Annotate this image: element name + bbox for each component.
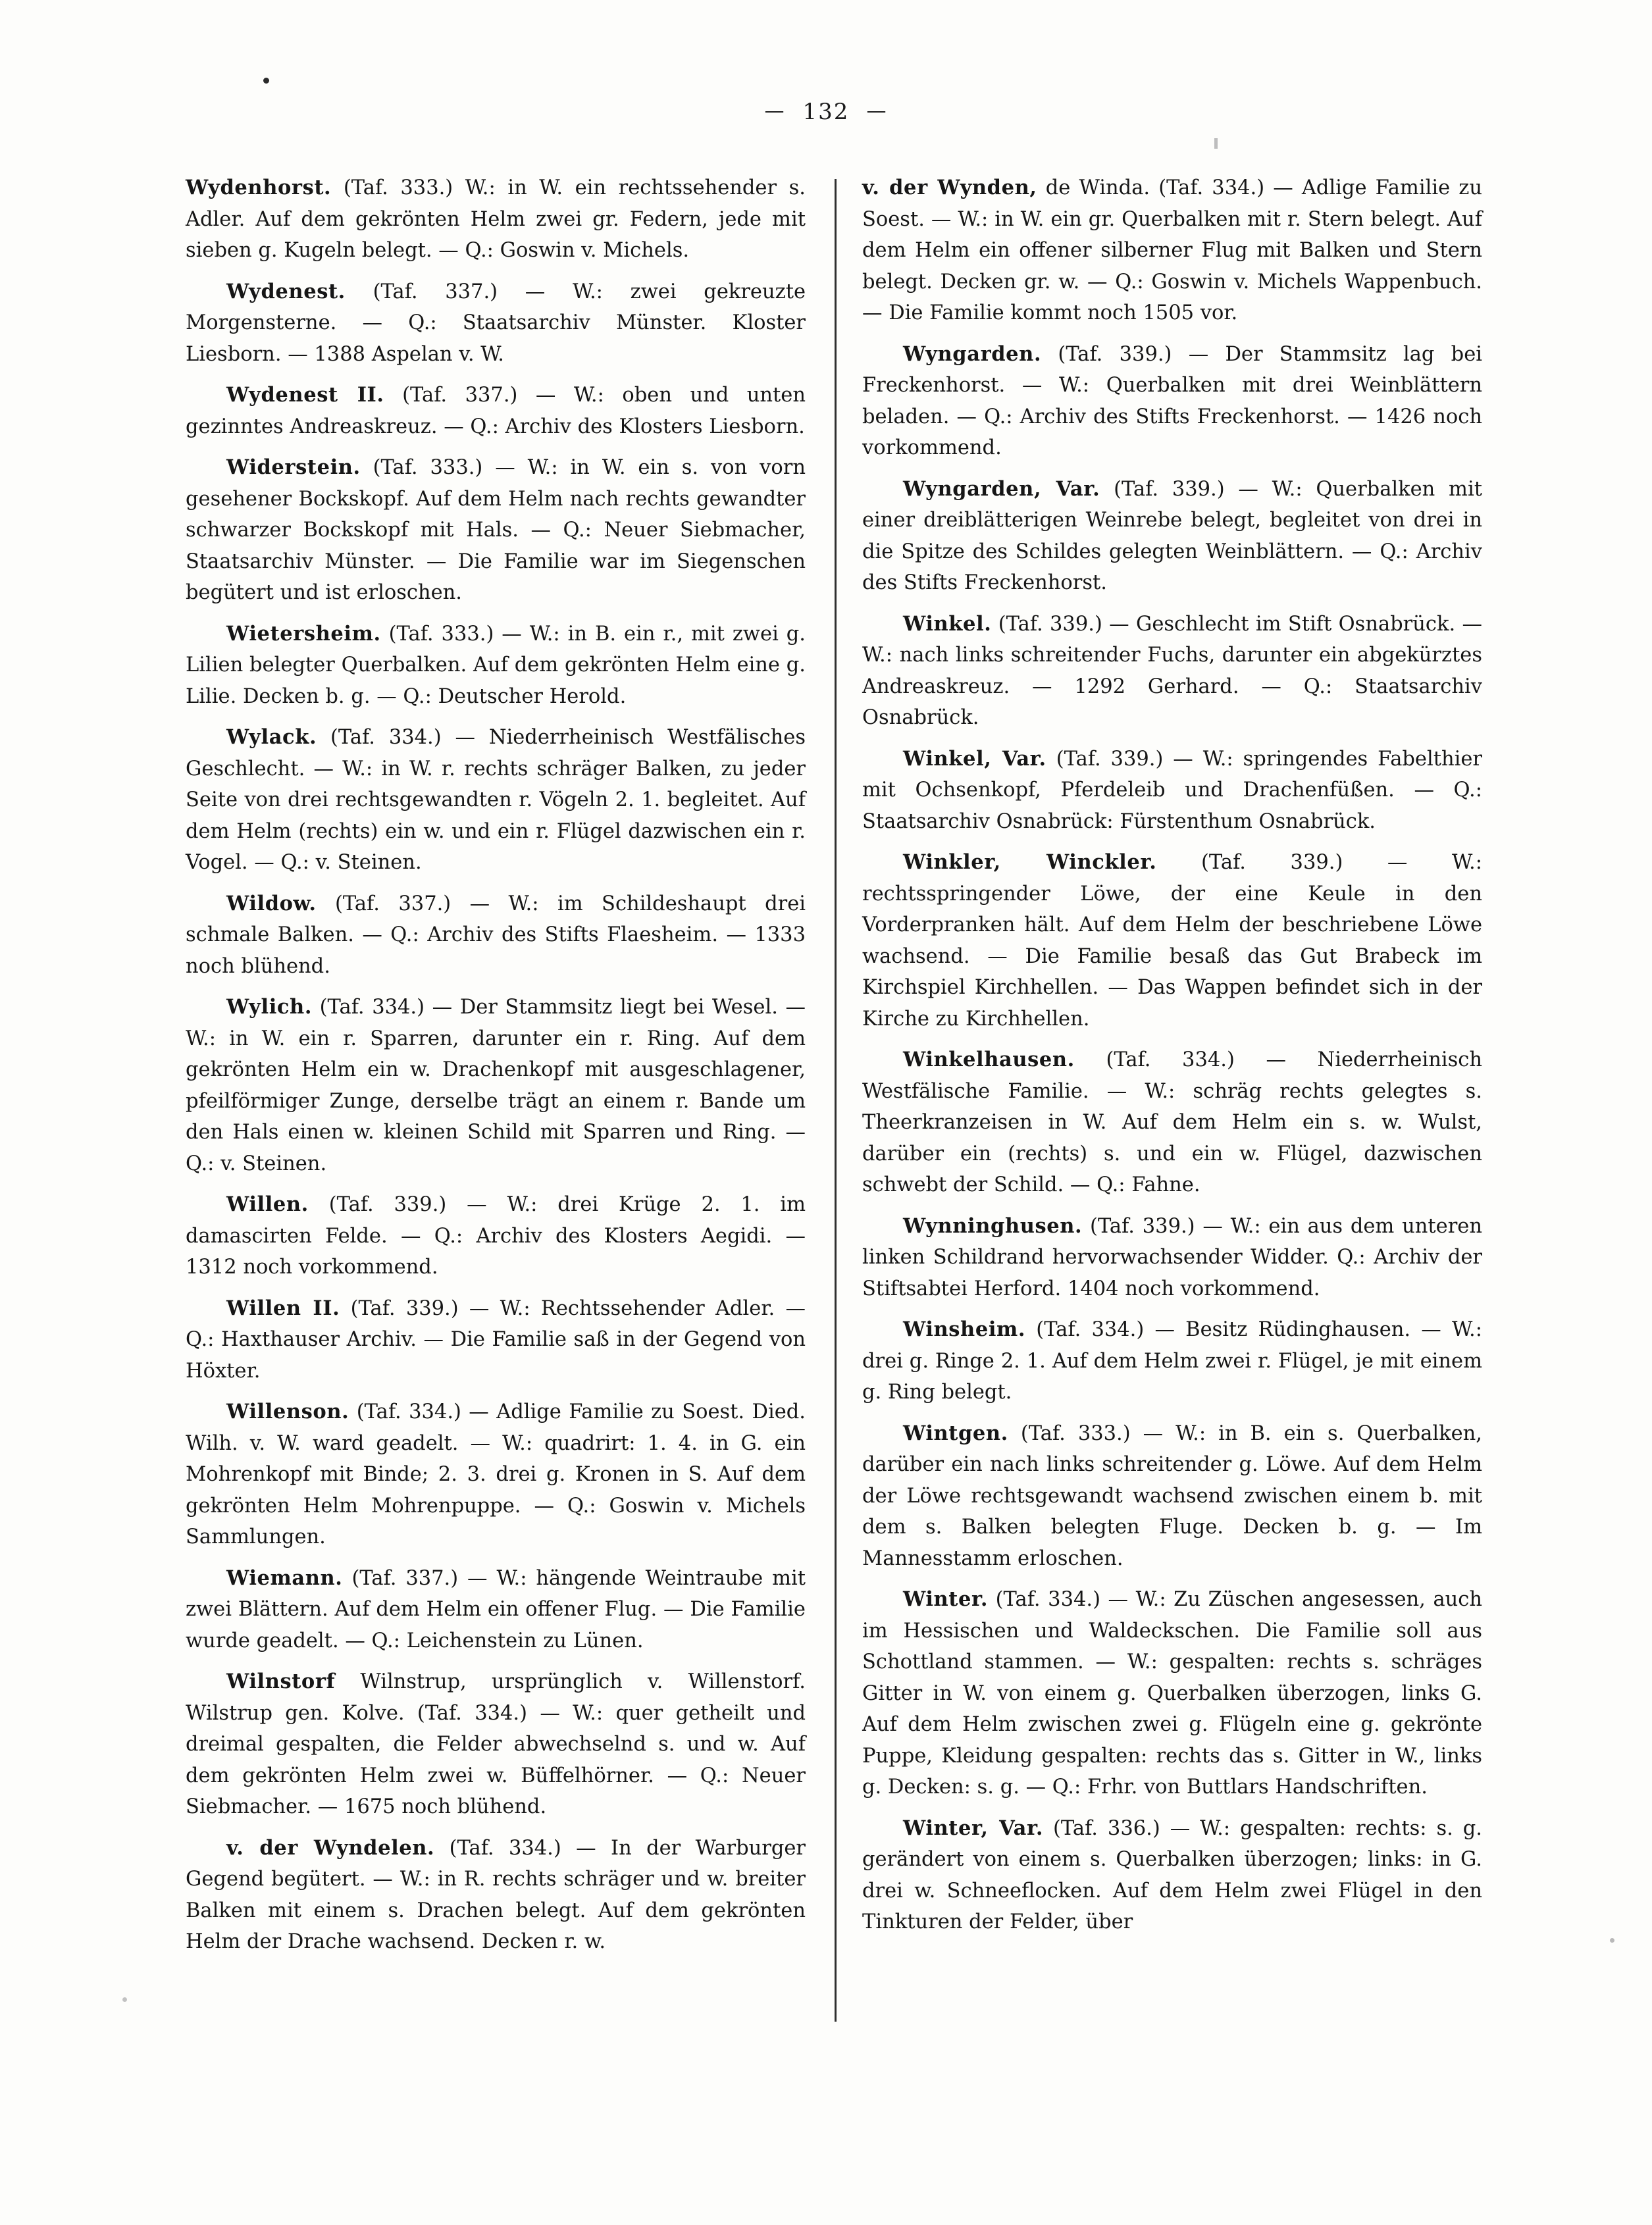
entry-body: (Taf. 339.) — W.: Rechtssehender Adler. — Q.: Haxthauser Archiv. — Die Familie saß in der Gegend von Höxter.: [186, 1296, 806, 1383]
dictionary-entry: [186, 1833, 806, 1958]
dictionary-entry: [186, 1396, 806, 1553]
dictionary-entry: [862, 847, 1482, 1035]
entry-body: (Taf. 334.) — W.: Zu Züschen angesessen, auch im Hessischen und Waldeckschen. Die Familie soll aus Schottland stammen. — W.: gespalten: rechts s. schräges Gitter in W. von einem g. Querbalken überzogen, links G. Auf dem Helm zwischen zwei g. Flügeln eine g. gekrönte Puppe, Kleidung gespalten: rechts das s. Gitter in W., links g. Decken: s. g. — Q.: Frhr. von Buttlars Handschriften.: [862, 1588, 1482, 1799]
dictionary-entry: [186, 1189, 806, 1283]
entry-body: (Taf. 339.) — W.: drei Krüge 2. 1. im damascirten Felde. — Q.: Archiv des Klosters Aegidi. — 1312 noch vorkommend.: [186, 1193, 806, 1279]
dictionary-entry: [186, 619, 806, 713]
dictionary-entry: [862, 1044, 1482, 1201]
dictionary-entry: [186, 276, 806, 371]
dictionary-entry: [862, 1418, 1482, 1575]
entry-body: (Taf. 334.) — Besitz Rüdinghausen. — W.: drei g. Ringe 2. 1. Auf dem Helm zwei r. Flügel, je mit einem g. Ring belegt.: [862, 1318, 1482, 1404]
entry-headword: Wyngarden.: [903, 342, 1042, 366]
folio-dash-right: —: [866, 99, 888, 122]
text-columns: [186, 172, 1482, 2035]
entry-headword: Wiemann.: [226, 1566, 343, 1590]
dictionary-entry: [862, 474, 1482, 599]
entry-headword: Winkel, Var.: [903, 746, 1046, 771]
dictionary-entry: [186, 722, 806, 879]
entry-headword: Wintgen.: [903, 1421, 1008, 1445]
entry-body: (Taf. 334.) — In der Warburger Gegend begütert. — W.: in R. rechts schräger und w. breiter Balken mit einem s. Drachen belegt. Auf dem gekrönten Helm der Drache wachsend. Decken r. w.: [186, 1836, 806, 1953]
entry-body: (Taf. 337.) — W.: im Schildeshaupt drei schmale Balken. — Q.: Archiv des Stifts Flaesheim. — 1333 noch blühend.: [186, 892, 806, 978]
entry-headword: Winter.: [903, 1587, 989, 1611]
dictionary-entry: [186, 1563, 806, 1657]
right-column: [862, 172, 1482, 2035]
entry-body: (Taf. 339.) — Der Stammsitz lag bei Freckenhorst. — W.: Querbalken mit drei Weinblättern beladen. — Q.: Archiv des Stifts Freckenhorst. — 1426 noch vorkommend.: [862, 342, 1482, 459]
entry-headword: Wydenest II.: [226, 383, 384, 407]
dictionary-entry: [186, 452, 806, 609]
scan-speck: [263, 78, 269, 84]
entry-headword: Wietersheim.: [226, 621, 381, 646]
dictionary-entry: [186, 992, 806, 1179]
entry-body: (Taf. 336.) — W.: gespalten: rechts: s. g. gerändert von einem s. Querbalken überzogen; links: in G. drei w. Schneeflocken. Auf dem Helm zwei Flügel in den Tinkturen der Felder, über: [862, 1816, 1482, 1933]
dictionary-entry: [862, 1584, 1482, 1803]
entry-headword: Winsheim.: [903, 1317, 1026, 1341]
entry-headword: Wydenhorst.: [186, 176, 332, 199]
scan-speck: [1214, 138, 1218, 149]
entry-headword: Wilnstorf: [226, 1670, 336, 1693]
entry-body: (Taf. 334.) — Adlige Familie zu Soest. Died. Wilh. v. W. ward geadelt. — W.: quadrirt: 1. 4. in G. ein Mohrenkopf mit Binde; 2. 3. drei g. Kronen in S. Auf dem gekrönten Helm Mohrenpuppe. — Q.: Goswin v. Michels Sammlungen.: [186, 1400, 806, 1548]
entry-body: (Taf. 339.) — W.: springendes Fabelthier mit Ochsenkopf, Pferdeleib und Drachenfüßen. — Q.: Staatsarchiv Osnabrück: Fürstenthum Osnabrück.: [862, 747, 1482, 833]
entry-headword: Wydenest.: [226, 279, 346, 303]
dictionary-entry: [862, 1314, 1482, 1408]
entry-headword: Willenson.: [226, 1400, 349, 1423]
entry-headword: Wynninghusen.: [903, 1214, 1083, 1238]
dictionary-entry: [862, 609, 1482, 734]
folio-dash-left: —: [764, 99, 786, 122]
entry-body: (Taf. 337.) — W.: hängende Weintraube mit zwei Blättern. Auf dem Helm ein offener Flug. — Die Familie wurde geadelt. — Q.: Leichenstein zu Lünen.: [186, 1566, 806, 1652]
entry-headword: Winkelhausen.: [903, 1048, 1075, 1071]
entry-body: (Taf. 337.) — W.: oben und unten gezinntes Andreaskreuz. — Q.: Archiv des Klosters Liesborn.: [186, 384, 806, 438]
entry-body: (Taf. 334.) — Niederrheinisch Westfälische Familie. — W.: schräg rechts gelegtes s. Theerkranzeisen in W. Auf dem Helm ein s. w. Wulst, darüber ein (rechts) s. und ein w. Flügel, dazwischen schwebt der Schild. — Q.: Fahne.: [862, 1048, 1482, 1196]
entry-body: Wilnstrup, ursprünglich v. Willenstorf. Wilstrup gen. Kolve. (Taf. 334.) — W.: quer getheilt und dreimal gespalten, die Felder abwechselnd s. und w. Auf dem gekrönten Helm zwei w. Büffelhörner. — Q.: Neuer Siebmacher. — 1675 noch blühend.: [186, 1670, 806, 1818]
entry-headword: Winkler, Winckler.: [903, 850, 1157, 874]
dictionary-entry: [862, 744, 1482, 838]
page-folio: [0, 99, 1652, 125]
dictionary-entry: [862, 339, 1482, 464]
entry-headword: Winter, Var.: [903, 1816, 1044, 1840]
dictionary-entry: [186, 380, 806, 442]
entry-body: (Taf. 339.) — W.: rechtsspringender Löwe, der eine Keule in den Vorderpranken hält. Auf dem Helm der beschriebene Löwe wachsend. — Die Familie besaß das Gut Brabeck im Kirchspiel Kirchhellen. — Das Wappen befindet sich in der Kirche zu Kirchhellen.: [862, 851, 1482, 1031]
scan-speck: [1610, 1938, 1614, 1943]
left-column: [186, 172, 806, 2035]
dictionary-entry: [186, 1666, 806, 1823]
entry-body: (Taf. 333.) — W.: in W. ein s. von vorn gesehener Bockskopf. Auf dem Helm nach rechts gewandter schwarzer Bockskopf mit Hals. — Q.: Neuer Siebmacher, Staatsarchiv Münster. — Die Familie war im Siegenschen begütert und ist erloschen.: [186, 456, 806, 604]
dictionary-entry: [186, 172, 806, 267]
folio-number: 132: [802, 99, 850, 125]
dictionary-entry: [186, 888, 806, 983]
entry-headword: Wylack.: [226, 725, 317, 749]
scan-speck: [122, 1997, 127, 2002]
entry-headword: v. der Wynden,: [862, 176, 1037, 199]
entry-headword: Winkel.: [903, 611, 992, 636]
entry-headword: Willen II.: [226, 1296, 340, 1320]
dictionary-entry: [862, 1211, 1482, 1305]
entry-headword: Wildow.: [226, 891, 317, 915]
entry-body: (Taf. 333.) — W.: in B. ein s. Querbalken, darüber ein nach links schreitender g. Löwe. Auf dem Helm der Löwe rechtsgewandt wachsend zwischen einem b. mit dem s. Balken belegten Fluge. Decken b. g. — Im Mannesstamm erloschen.: [862, 1421, 1482, 1570]
entry-body: (Taf. 339.) — W.: ein aus dem unteren linken Schildrand hervorwachsender Widder. Q.: Archiv der Stiftsabtei Herford. 1404 noch vorkommend.: [862, 1214, 1482, 1300]
entry-body: (Taf. 339.) — W.: Querbalken mit einer dreiblätterigen Weinrebe belegt, begleitet von drei in die Spitze des Schildes gelegten Weinblättern. — Q.: Archiv des Stifts Freckenhorst.: [862, 477, 1482, 594]
entry-headword: Widerstein.: [226, 455, 361, 479]
entry-headword: v. der Wyndelen.: [226, 1835, 435, 1860]
entry-headword: Wylich.: [226, 995, 313, 1019]
dictionary-entry: [186, 1293, 806, 1387]
entry-body: (Taf. 333.) W.: in W. ein rechtssehender s. Adler. Auf dem gekrönten Helm zwei gr. Federn, jede mit sieben g. Kugeln belegt. — Q.: Goswin v. Michels.: [186, 176, 806, 262]
dictionary-entry: [862, 172, 1482, 329]
entry-body: de Winda. (Taf. 334.) — Adlige Familie zu Soest. — W.: in W. ein gr. Querbalken mit r. Stern belegt. Auf dem Helm ein offener silberner Flug mit Balken und Stern belegt. Decken gr. w. — Q.: Goswin v. Michels Wappenbuch. — Die Familie kommt noch 1505 vor.: [862, 176, 1483, 324]
entry-body: (Taf. 339.) — Geschlecht im Stift Osnabrück. — W.: nach links schreitender Fuchs, darunter ein abgekürztes Andreaskreuz. — 1292 Gerhard. — Q.: Staatsarchiv Osnabrück.: [862, 612, 1482, 729]
entry-body: (Taf. 334.) — Der Stammsitz liegt bei Wesel. — W.: in W. ein r. Sparren, darunter ein r. Ring. Auf dem gekrönten Helm ein w. Drachenkopf mit ausgeschlagener, pfeilförmiger Zunge, derselbe trägt an einem r. Bande um den Hals einen w. kleinen Schild mit Sparren und Ring. — Q.: v. Steinen.: [186, 996, 806, 1175]
entry-body: (Taf. 333.) — W.: in B. ein r., mit zwei g. Lilien belegter Querbalken. Auf dem gekrönten Helm eine g. Lilie. Decken b. g. — Q.: Deutscher Herold.: [186, 622, 806, 708]
entry-headword: Wyngarden, Var.: [903, 476, 1100, 501]
dictionary-entry: [862, 1813, 1482, 1938]
entry-body: (Taf. 337.) — W.: zwei gekreuzte Morgensterne. — Q.: Staatsarchiv Münster. Kloster Liesborn. — 1388 Aspelan v. W.: [186, 280, 806, 366]
entry-body: (Taf. 334.) — Niederrheinisch Westfälisches Geschlecht. — W.: in W. r. rechts schräger Balken, zu jeder Seite von drei rechtsgewandten r. Vögeln 2. 1. begleitet. Auf dem Helm (rechts) ein w. und ein r. Flügel dazwischen ein r. Vogel. — Q.: v. Steinen.: [186, 726, 806, 874]
entry-headword: Willen.: [226, 1192, 309, 1216]
